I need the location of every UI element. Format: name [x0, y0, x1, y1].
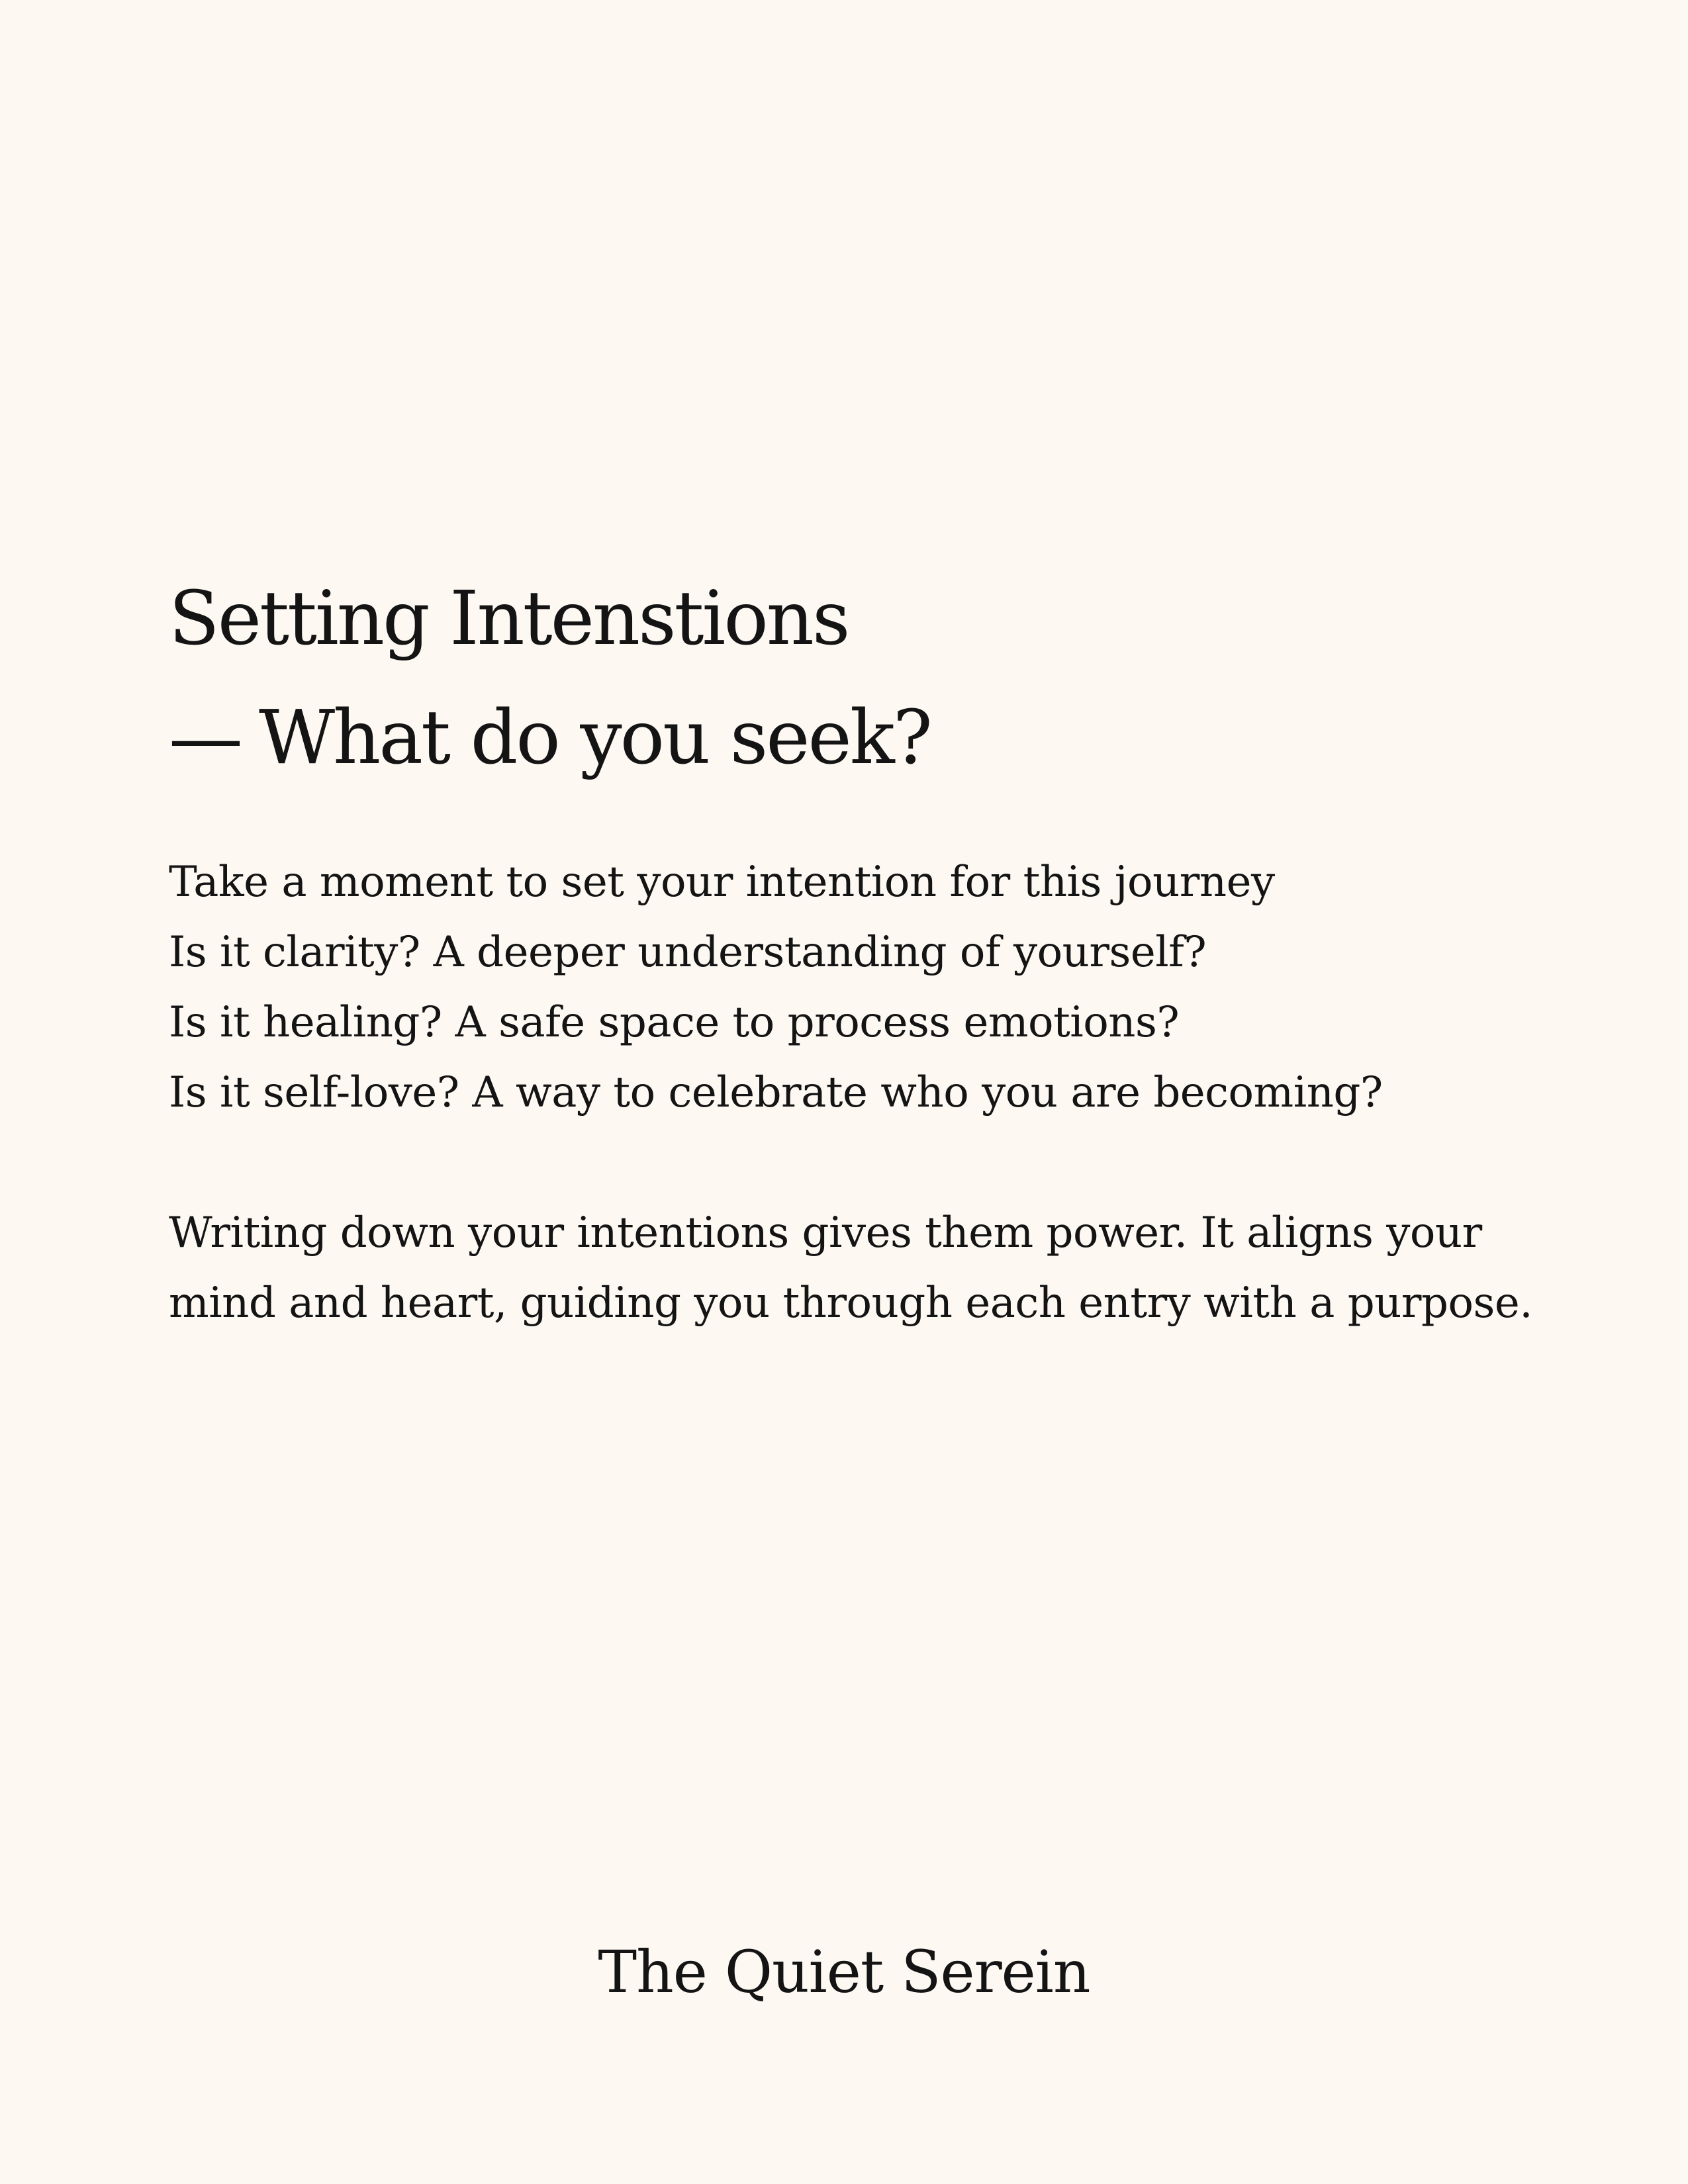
- footer-brand: The Quiet Serein: [598, 1938, 1090, 2006]
- closing-paragraph: [169, 1198, 1532, 1338]
- intro-line: Is it clarity? A deeper understanding of yourself?: [169, 928, 1207, 977]
- heading-line-1: Setting Intenstions: [169, 576, 849, 662]
- intro-line: Is it self-love? A way to celebrate who you are becoming?: [169, 1068, 1383, 1117]
- closing-line: Writing down your intentions gives them power. It aligns your: [169, 1208, 1482, 1257]
- intro-line: Is it healing? A safe space to process emotions?: [169, 998, 1180, 1047]
- intro-paragraph: [169, 847, 1383, 1128]
- closing-line: mind and heart, guiding you through each entry with a purpose.: [169, 1279, 1533, 1328]
- intro-line: Take a moment to set your intention for this journey: [169, 858, 1275, 907]
- heading-question: What do you seek?: [259, 695, 931, 781]
- heading-dash: —: [169, 695, 243, 781]
- page-heading: [169, 559, 931, 797]
- heading-line-2: [169, 678, 931, 797]
